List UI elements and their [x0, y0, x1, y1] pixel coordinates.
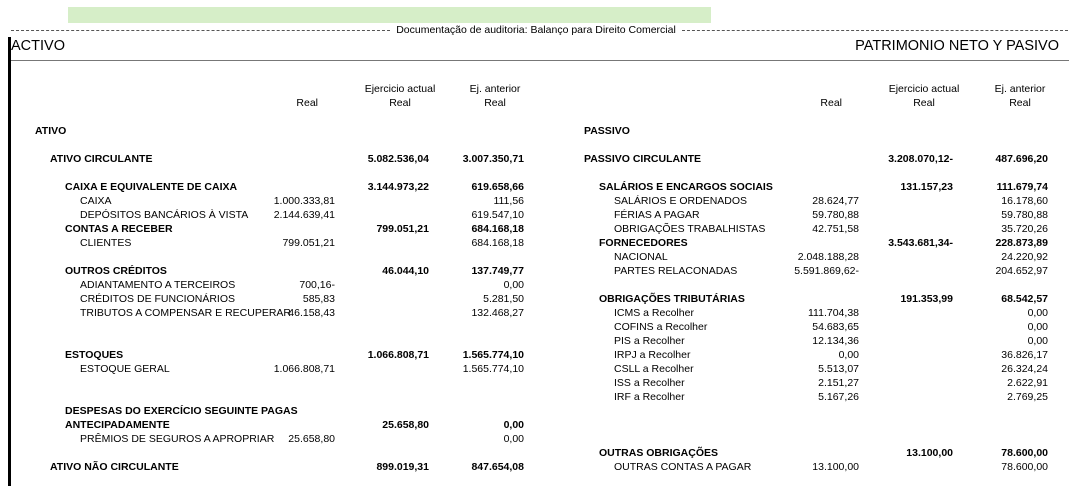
row-real-value: 59.780,88 [812, 209, 859, 221]
row-label: FORNECEDORES [599, 237, 688, 249]
row-label: PASSIVO [584, 125, 630, 137]
row-real-value: 46.158,43 [288, 307, 335, 319]
row-prior-value: 0,00 [1027, 335, 1048, 347]
row-current-value: 899.019,31 [376, 461, 429, 473]
row-real-value: 5.167,26 [818, 391, 859, 403]
row-label: CRÉDITOS DE FUNCIONÁRIOS [80, 293, 235, 305]
row-current-value: 1.066.808,71 [367, 349, 429, 361]
row-prior-value: 847.654,08 [471, 461, 524, 473]
row-label: ICMS a Recolher [614, 307, 694, 319]
row-prior-value: 3.007.350,71 [462, 153, 524, 165]
row-prior-value: 228.873,89 [995, 237, 1048, 249]
row-prior-value: 684.168,18 [471, 237, 524, 249]
equity-liabilities-heading: PATRIMONIO NETO Y PASIVO [855, 38, 1059, 54]
col-header-prior-left: Ej. anterior [469, 83, 521, 95]
row-current-value: 3.144.973,22 [367, 181, 429, 193]
row-label: SALÁRIOS E ENCARGOS SOCIAIS [599, 181, 773, 193]
row-prior-value: 111,56 [493, 195, 524, 207]
row-prior-value: 2.622,91 [1007, 377, 1048, 389]
row-prior-value: 5.281,50 [483, 293, 524, 305]
row-label: DESPESAS DO EXERCÍCIO SEGUINTE PAGAS [65, 405, 298, 417]
col-header-current-left-2: Real [389, 97, 411, 109]
row-label: COFINS a Recolher [614, 321, 708, 333]
left-margin-rule [8, 37, 11, 486]
row-label: OUTRAS CONTAS A PAGAR [614, 461, 752, 473]
row-prior-value: 487.696,20 [995, 153, 1048, 165]
row-label: SALÁRIOS E ORDENADOS [614, 195, 748, 207]
row-real-value: 13.100,00 [812, 461, 859, 473]
row-real-value: 54.683,65 [812, 321, 859, 333]
row-label: ATIVO CIRCULANTE [50, 153, 153, 165]
row-label: ISS a Recolher [614, 377, 685, 389]
row-prior-value: 619.658,66 [471, 181, 524, 193]
row-label: CAIXA E EQUIVALENTE DE CAIXA [65, 181, 238, 193]
row-label: ADIANTAMENTO A TERCEIROS [80, 279, 236, 291]
row-prior-value: 78.600,00 [1001, 461, 1048, 473]
row-current-value: 131.157,23 [900, 181, 953, 193]
col-header-current-left: Ejercicio actual [364, 83, 436, 95]
row-prior-value: 111.679,74 [996, 181, 1048, 193]
row-real-value: 0,00 [838, 349, 859, 361]
row-real-value: 700,16- [299, 279, 335, 291]
col-header-current-right: Ejercicio actual [888, 83, 960, 95]
row-current-value: 5.082.536,04 [367, 153, 429, 165]
header-highlight-bar [68, 7, 711, 23]
col-header-real-left: Real [296, 97, 318, 109]
row-prior-value: 0,00 [1027, 307, 1048, 319]
row-prior-value: 137.749,77 [471, 265, 524, 277]
row-real-value: 5.591.869,62- [794, 265, 859, 277]
row-label: PIS a Recolher [614, 335, 685, 347]
divider-left [11, 30, 390, 31]
row-real-value: 585,83 [302, 293, 335, 305]
row-current-value: 191.353,99 [900, 293, 953, 305]
row-current-value: 13.100,00 [906, 447, 953, 459]
row-current-value: 799.051,21 [376, 223, 429, 235]
row-real-value: 28.624,77 [812, 195, 859, 207]
row-current-value: 3.208.070,12- [888, 153, 953, 165]
row-prior-value: 24.220,92 [1001, 251, 1048, 263]
row-real-value: 25.658,80 [288, 433, 335, 445]
row-real-value: 2.151,27 [818, 377, 859, 389]
row-real-value: 2.048.188,28 [797, 251, 859, 263]
row-real-value: 2.144.639,41 [273, 209, 335, 221]
row-label: CONTAS A RECEBER [65, 223, 173, 235]
row-prior-value: 1.565.774,10 [462, 349, 524, 361]
row-label: CLIENTES [80, 237, 132, 249]
row-label: ESTOQUES [65, 349, 124, 361]
row-prior-value: 16.178,60 [1001, 195, 1048, 207]
row-prior-value: 26.324,24 [1001, 363, 1048, 375]
row-real-value: 1.000.333,81 [273, 195, 335, 207]
row-real-value: 799.051,21 [282, 237, 335, 249]
row-prior-value: 0,00 [503, 279, 524, 291]
row-current-value: 46.044,10 [382, 265, 429, 277]
row-prior-value: 59.780,88 [1001, 209, 1048, 221]
row-prior-value: 68.542,57 [1001, 293, 1048, 305]
col-header-current-right-2: Real [913, 97, 935, 109]
row-label: DEPÓSITOS BANCÁRIOS À VISTA [80, 209, 249, 221]
row-label: CSLL a Recolher [614, 363, 694, 375]
row-current-value: 3.543.681,34- [888, 237, 953, 249]
document-title: Documentação de auditoria: Balanço para Direito Comercial [390, 24, 682, 36]
row-current-value: 25.658,80 [382, 419, 429, 431]
col-header-prior-right-2: Real [1009, 97, 1031, 109]
row-label: NACIONAL [614, 251, 668, 263]
row-real-value: 1.066.808,71 [273, 363, 335, 375]
row-prior-value: 684.168,18 [471, 223, 524, 235]
row-real-value: 5.513,07 [818, 363, 859, 375]
row-prior-value: 0,00 [503, 419, 524, 431]
row-prior-value: 2.769,25 [1007, 391, 1048, 403]
row-prior-value: 204.652,97 [995, 265, 1048, 277]
row-label: TRIBUTOS A COMPENSAR E RECUPERAR [80, 307, 292, 319]
col-header-real-right: Real [820, 97, 842, 109]
col-header-prior-left-2: Real [484, 97, 506, 109]
row-prior-value: 78.600,00 [1001, 447, 1048, 459]
row-label: OBRIGAÇÕES TRIBUTÁRIAS [599, 293, 745, 305]
row-prior-value: 0,00 [503, 433, 524, 445]
row-real-value: 12.134,36 [812, 335, 859, 347]
row-label: PASSIVO CIRCULANTE [584, 153, 702, 165]
row-label: ATIVO [35, 125, 67, 137]
row-real-value: 42.751,58 [812, 223, 859, 235]
col-header-prior-right: Ej. anterior [994, 83, 1046, 95]
heading-rule [11, 60, 1069, 61]
row-label: OUTROS CRÉDITOS [65, 265, 167, 277]
row-label: CAIXA [80, 195, 112, 207]
row-prior-value: 35.720,26 [1001, 223, 1048, 235]
divider-right [682, 30, 1068, 31]
row-label: OBRIGAÇÕES TRABALHISTAS [614, 223, 766, 235]
row-label: FÉRIAS A PAGAR [614, 209, 700, 221]
row-label: ESTOQUE GERAL [80, 363, 170, 375]
row-label: ANTECIPADAMENTE [65, 419, 170, 431]
row-prior-value: 619.547,10 [471, 209, 524, 221]
row-label: OUTRAS OBRIGAÇÕES [599, 447, 719, 459]
row-prior-value: 132.468,27 [471, 307, 524, 319]
row-label: PRÊMIOS DE SEGUROS A APROPRIAR [80, 433, 275, 445]
row-prior-value: 1.565.774,10 [462, 363, 524, 375]
row-label: IRPJ a Recolher [614, 349, 691, 361]
row-label: IRF a Recolher [614, 391, 685, 403]
row-label: ATIVO NÃO CIRCULANTE [50, 461, 179, 473]
row-prior-value: 0,00 [1027, 321, 1048, 333]
assets-heading: ACTIVO [11, 38, 65, 54]
row-prior-value: 36.826,17 [1001, 349, 1048, 361]
row-label: PARTES RELACONADAS [614, 265, 738, 277]
row-real-value: 111.704,38 [808, 307, 859, 319]
